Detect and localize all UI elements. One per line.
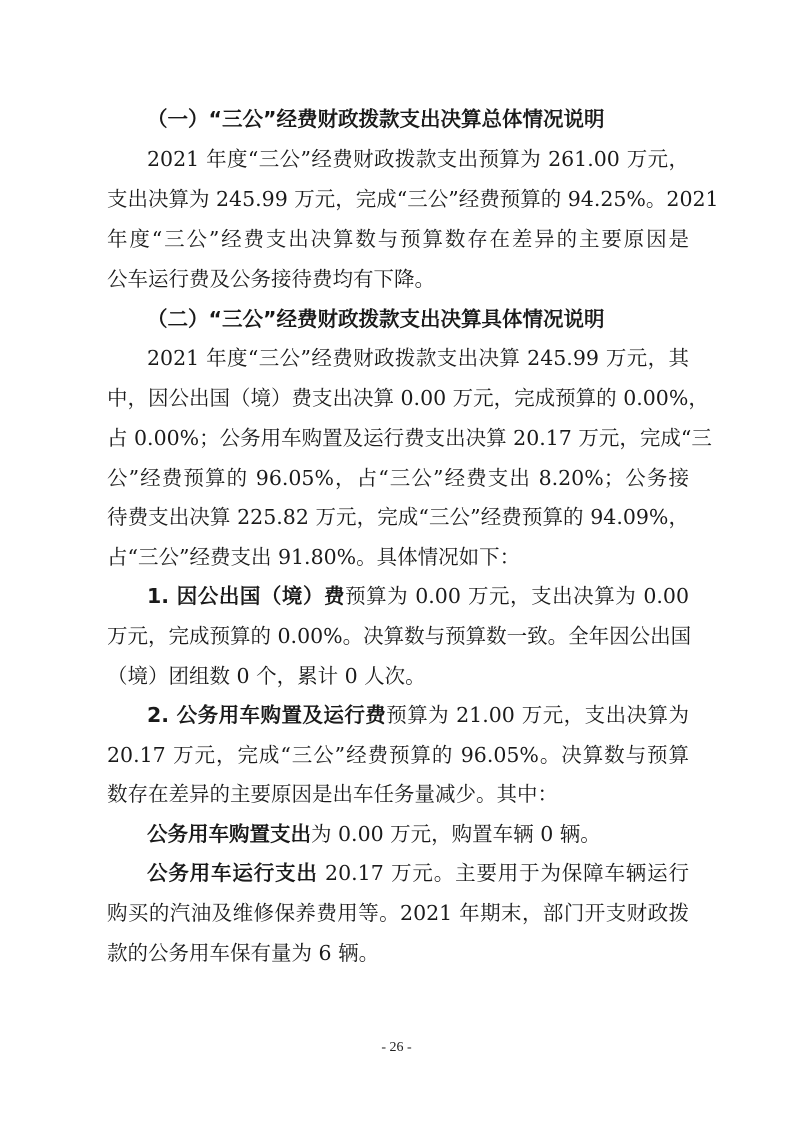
operation-line-3: 款的公务用车保有量为 6 辆。 <box>107 941 380 965</box>
section2-line-1: 2021 年度“三公”经费财政拨款支出决算 245.99 万元，其 <box>147 346 689 370</box>
section1-line-3: 年度“三公”经费支出决算数与预算数存在差异的主要原因是 <box>107 227 689 251</box>
purchase-title: 公务用车购置支出 <box>147 822 311 846</box>
item1-line-2: 万元，完成预算的 0.00%。决算数与预算数一致。全年因公出国 <box>107 624 692 648</box>
item1-line-3: （境）团组数 0 个，累计 0 人次。 <box>107 664 426 688</box>
operation-line-2: 购买的汽油及维修保养费用等。2021 年期末，部门开支财政拨 <box>107 901 689 925</box>
operation-title: 公务用车运行支出 <box>147 861 318 885</box>
section1-line-4: 公车运行费及公务接待费均有下降。 <box>107 267 435 291</box>
item1-first-text: 预算为 0.00 万元，支出决算为 0.00 <box>345 584 689 608</box>
section2-line-3: 占 0.00%；公务用车购置及运行费支出决算 20.17 万元，完成“三 <box>107 426 712 450</box>
section2-line-6: 占“三公”经费支出 91.80%。具体情况如下： <box>107 545 521 569</box>
item2-line-1 <box>147 697 689 733</box>
section1-line-2: 支出决算为 245.99 万元，完成“三公”经费预算的 94.25%。2021 <box>107 187 719 211</box>
purchase-text: 为 0.00 万元，购置车辆 0 辆。 <box>311 822 601 846</box>
item2-title: 2. 公务用车购置及运行费 <box>147 703 387 727</box>
operation-first-text: 20.17 万元。主要用于为保障车辆运行 <box>317 861 689 885</box>
item2-line-2: 20.17 万元，完成“三公”经费预算的 96.05%。决算数与预算 <box>107 743 689 767</box>
section2-heading: （二）“三公”经费财政拨款支出决算具体情况说明 <box>147 307 605 331</box>
section2-line-5: 待费支出决算 225.82 万元，完成“三公”经费预算的 94.09%， <box>107 505 689 529</box>
section1-heading: （一）“三公”经费财政拨款支出决算总体情况说明 <box>147 107 605 131</box>
item2-first-text: 预算为 21.00 万元，支出决算为 <box>386 703 689 727</box>
section1-line-1: 2021 年度“三公”经费财政拨款支出预算为 261.00 万元， <box>147 147 689 171</box>
item2-line-3: 数存在差异的主要原因是出车任务量减少。其中： <box>107 782 558 806</box>
purchase-line <box>147 816 689 852</box>
section2-line-4: 公”经费预算的 96.05%，占“三公”经费支出 8.20%；公务接 <box>107 466 689 490</box>
section2-line-2: 中，因公出国（境）费支出决算 0.00 万元，完成预算的 0.00%， <box>107 386 709 410</box>
page-number: - 26 - <box>381 1040 412 1055</box>
item1-line-1 <box>147 578 689 614</box>
operation-line-1 <box>147 855 689 891</box>
item1-title: 1. 因公出国（境）费 <box>147 584 346 608</box>
